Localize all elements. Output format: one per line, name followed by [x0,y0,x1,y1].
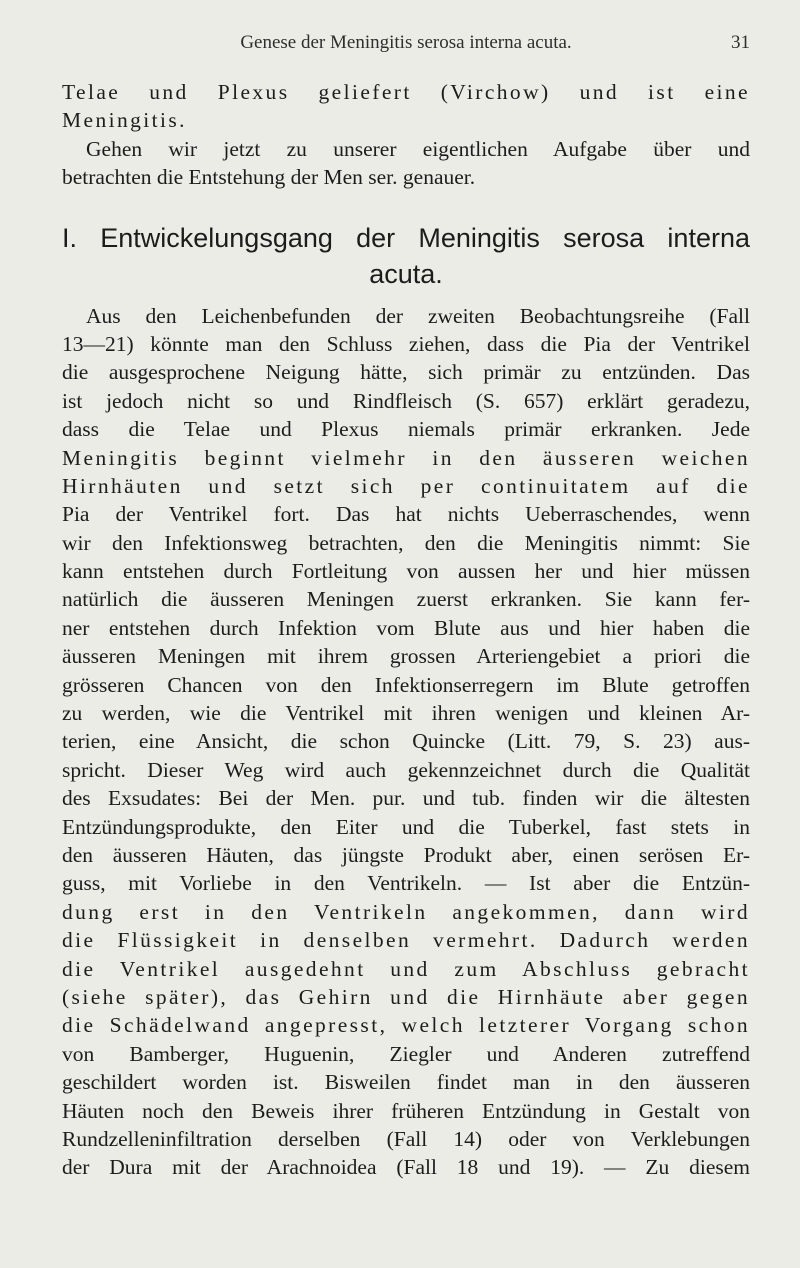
text-line: Meningitis. [62,108,187,133]
text-line: von Bamberger, Huguenin, Ziegler und Anderen zutreffend [62,1041,750,1066]
text-line: Pia der Ventrikel fort. Das hat nichts Ueberraschendes, wenn [62,502,750,527]
text-line: die Ventrikel ausgedehnt und zum Abschluss gebracht [62,956,750,981]
text-line: dung erst in den Ventrikeln angekommen, dann wird [62,899,750,924]
page-body [62,78,750,1182]
text-line: die Flüssigkeit in denselben vermehrt. Dadurch werden [62,928,750,953]
text-line: 13—21) könnte man den Schluss ziehen, dass die Pia der Ventrikel [62,331,750,356]
text-line: natürlich die äusseren Meningen zuerst erkranken. Sie kann fer- [62,587,750,612]
page-number: 31 [731,32,750,53]
text-line: des Exsudates: Bei der Men. pur. und tub. finden wir die ältesten [62,786,750,811]
text-line: wir den Infektionsweg betrachten, den die Meningitis nimmt: Sie [62,530,750,555]
text-line: grösseren Chancen von den Infektionserregern im Blute getroffen [62,672,750,697]
text-line: terien, eine Ansicht, die schon Quincke (Litt. 79, S. 23) aus- [62,729,750,754]
text-line: Aus den Leichenbefunden der zweiten Beobachtungsreihe (Fall [86,303,750,328]
text-line: Gehen wir jetzt zu unserer eigentlichen Aufgabe über und [86,136,750,161]
text-line: Häuten noch den Beweis ihrer früheren Entzündung in Gestalt von [62,1098,750,1123]
text-line: die ausgesprochene Neigung hätte, sich primär zu entzünden. Das [62,360,750,385]
text-line: zu werden, wie die Ventrikel mit ihren wenigen und kleinen Ar- [62,701,750,726]
text-line: Telae und Plexus geliefert (Virchow) und ist eine [62,80,750,104]
text-line: geschildert worden ist. Bisweilen findet man in den äusseren [62,1070,750,1095]
text-line: ner entstehen durch Infektion vom Blute aus und hier haben die [62,615,750,640]
text-line: kann entstehen durch Fortleitung von aussen her und hier müssen [62,559,750,584]
text-line: ist jedoch nicht so und Rindfleisch (S. 657) erklärt geradezu, [62,388,750,413]
text-line: Meningitis beginnt vielmehr in den äusseren weichen [62,445,750,470]
text-line: spricht. Dieser Weg wird auch gekennzeichnet durch die Qualität [62,757,750,782]
text-line: dass die Telae und Plexus niemals primär erkranken. Jede [62,417,750,442]
spacer [62,292,750,302]
spacer [62,192,750,220]
text-line: den äusseren Häuten, das jüngste Produkt aber, einen serösen Er- [62,842,750,867]
text-line: die Schädelwand angepresst, welch letzterer Vorgang schon [62,1013,750,1038]
text-line: äusseren Meningen mit ihrem grossen Arteriengebiet a priori die [62,644,750,669]
text-line: Hirnhäuten und setzt sich per continuitatem auf die [62,473,750,498]
running-title: Genese der Meningitis serosa interna acuta. [240,32,572,53]
text-line: (siehe später), das Gehirn und die Hirnhäute aber gegen [62,984,750,1009]
running-header [62,30,750,56]
section-heading-line-1: I. Entwickelungsgang der Meningitis serosa interna [62,222,750,253]
text-line: der Dura mit der Arachnoidea (Fall 18 und 19). — Zu diesem [62,1155,750,1180]
text-line: Entzündungsprodukte, den Eiter und die Tuberkel, fast stets in [62,814,750,839]
text-line: betrachten die Entstehung der Men ser. genauer. [62,165,476,190]
text-line: Rundzelleninfiltration derselben (Fall 14) oder von Verklebungen [62,1126,750,1151]
section-heading-line-2: acuta. [369,258,443,289]
text-line: guss, mit Vorliebe in den Ventrikeln. — Ist aber die Entzün- [62,871,750,896]
